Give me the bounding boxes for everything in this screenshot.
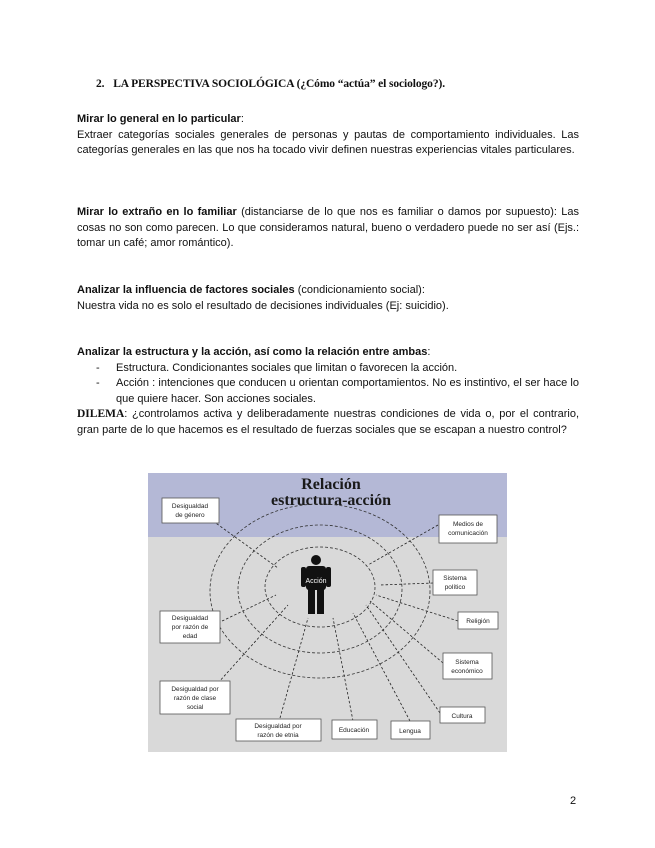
section-factores-sociales: Analizar la influencia de factores sociales (condicionamiento social): Nuestra vida no es solo el resultado de decisiones individuales (Ej: suicidio). — [77, 284, 449, 312]
svg-text:Desigualdad por: Desigualdad por — [171, 686, 219, 693]
subheading-factores-sociales: Analizar la influencia de factores sociales — [77, 284, 295, 296]
section-extrano-familiar — [77, 205, 579, 252]
list-item: - Acción : intenciones que conducen u orientan comportamientos. No es instintivo, el ser hace lo que quiere hacer. Son acciones sociales. — [96, 377, 579, 405]
paragraph-general-particular: Extraer categorías sociales generales de personas y pautas de comportamiento individuales. Las categorías generales en las que nos ha tocado vivir definen nuestras experiencias vitales particulares. — [77, 128, 579, 156]
diagram-title-line1: Relación — [301, 476, 361, 493]
box-edad — [160, 611, 220, 643]
subheading-extrano-familiar: Mirar lo extraño en lo familiar — [77, 206, 237, 218]
svg-text:Sistema: Sistema — [443, 575, 467, 582]
svg-text:edad: edad — [182, 633, 198, 640]
subheading-general-particular: Mirar lo general en lo particular — [77, 113, 241, 125]
box-clase — [160, 681, 230, 714]
svg-text:Desigualdad: Desigualdad — [171, 615, 209, 622]
svg-text:Religión: Religión — [466, 618, 490, 625]
section-number: 2. — [96, 78, 105, 90]
svg-text:político: político — [444, 584, 466, 591]
svg-text:de género: de género — [175, 512, 205, 519]
box-lengua — [391, 721, 430, 739]
svg-text:razón de clase: razón de clase — [173, 695, 217, 702]
diagram-title-line2: estructura-acción — [271, 492, 391, 509]
svg-text:económico: económico — [451, 668, 483, 675]
box-religion — [458, 612, 498, 629]
subheading-estructura-accion: Analizar la estructura y la acción, así como la relación entre ambas — [77, 346, 428, 358]
section-general-particular: Mirar lo general en lo particular: Extraer categorías sociales generales de personas y pautas de comportamiento individuales. Las categorías generales en las que nos ha tocado vivir definen nuestras experiencias vitales particulares. — [77, 113, 579, 156]
svg-text:Cultura: Cultura — [451, 713, 473, 720]
box-etnia — [236, 719, 321, 741]
svg-text:Sistema: Sistema — [455, 659, 479, 666]
bullet-list — [77, 361, 579, 408]
svg-text:Lengua: Lengua — [399, 728, 421, 735]
section-title: LA PERSPECTIVA SOCIOLÓGICA (¿Cómo “actúa” el sociologo?). — [113, 78, 445, 90]
svg-text:social: social — [186, 704, 204, 711]
paragraph-factores-sociales: Nuestra vida no es solo el resultado de decisiones individuales (Ej: suicidio). — [77, 299, 449, 312]
section-heading — [96, 78, 445, 90]
page-number: 2 — [570, 795, 577, 807]
svg-text:Medios de: Medios de — [453, 521, 483, 528]
section-estructura-accion: Analizar la estructura y la acción, así como la relación entre ambas: - Estructura. Condicionantes sociales que limitan o favorecen la acción. - Acción : intenciones que conducen u orientan comportamientos. No es instintivo, el ser hace lo que quiere hacer. Son acciones sociales. DILEMA: ¿controlamos activa y deliberadamente nuestras condiciones de vida o, por el contrario, gran parte de lo que hacemos es el resultado de fuerzas sociales que se escapan a nuestro control? — [77, 346, 579, 436]
svg-text:Desigualdad por: Desigualdad por — [254, 723, 302, 730]
box-genero — [162, 498, 219, 523]
box-educacion — [332, 720, 377, 739]
box-cultura — [440, 707, 485, 723]
dilema-label: DILEMA — [77, 408, 125, 420]
svg-text:Desigualdad: Desigualdad — [171, 503, 209, 510]
structure-action-diagram — [148, 473, 507, 752]
center-label: Acción — [305, 578, 327, 585]
svg-text:razón de etnia: razón de etnia — [257, 732, 299, 739]
box-politico — [433, 570, 477, 595]
svg-text:por razón de: por razón de — [171, 624, 209, 631]
paragraph-extrano-familiar: (distanciarse de lo que nos es familiar o damos por supuesto): Las cosas no son como parecen. Lo que consideramos natural, bueno o verdadero puede no ser así (Ejs.: tomar un café; amor romántico). — [77, 206, 579, 249]
box-economico — [443, 653, 492, 679]
svg-text:comunicación: comunicación — [448, 530, 488, 537]
dilema-text: : ¿controlamos activa y deliberadamente nuestras condiciones de vida o, por el contrario, gran parte de lo que hacemos es el resultado de fuerzas sociales que se escapan a nuestro control? — [77, 408, 579, 436]
box-medios — [439, 515, 497, 543]
list-item: - Estructura. Condicionantes sociales que limitan o favorecen la acción. — [96, 361, 458, 374]
svg-text:Educación: Educación — [338, 727, 370, 734]
